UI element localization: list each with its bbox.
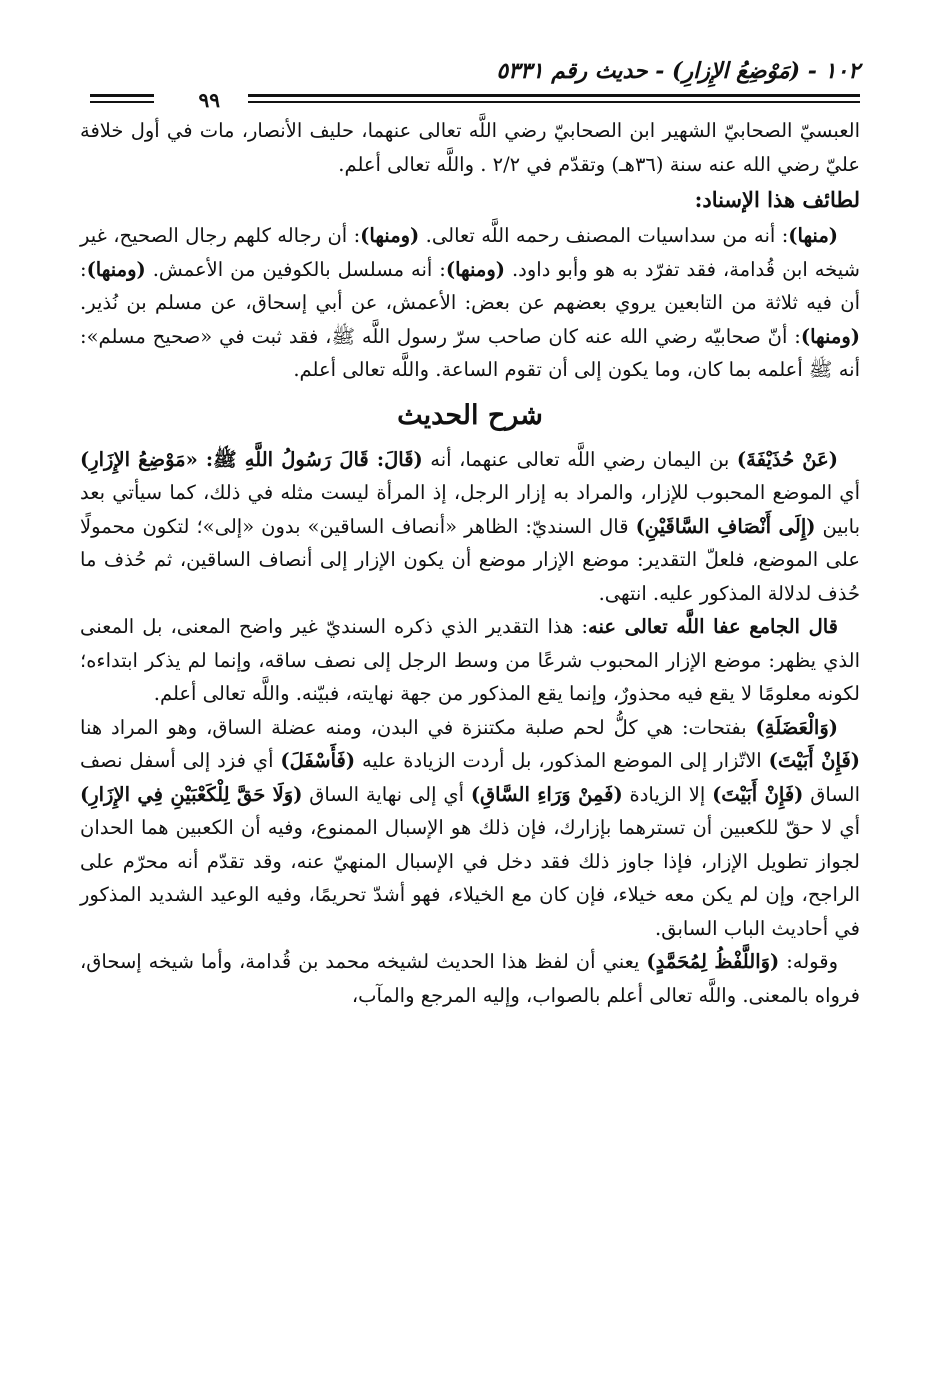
- paragraph-hadith-commentary: [80, 443, 860, 611]
- paragraph-narrator-bio: العبسيّ الصحابيّ الشهير ابن الصحابيّ رضي اللَّه تعالى عنهما، حليف الأنصار، مات في أول خلافة عليّ رضي الله عنه سنة (٣٦هـ) وتقدّم في ٢/٢ . واللَّه تعالى أعلم.: [80, 119, 860, 176]
- quote-wording-for-muhammad: (وَاللَّفْظُ لِمُحَمَّدٍ): [646, 950, 780, 973]
- text-segment: أي فزد إلى أسفل نصف الساق: [80, 749, 861, 806]
- paragraph-wording-note: [80, 945, 860, 1012]
- term-wa-minha-2: (ومنها): [445, 257, 506, 281]
- running-header: [80, 58, 860, 114]
- term-wa-minha-1: (ومنها): [360, 224, 420, 247]
- text-segment: بفتحات: هي كلُّ لحم صلبة مكتنزة في البدن، ومنه عضلة الساق، وهو المراد هنا: [80, 715, 756, 739]
- quote-muscle: (وَالْعَضَلَةِ): [755, 715, 838, 739]
- text-segment: يعني أن لفظ هذا الحديث لشيخه محمد بن قُدامة، وأما شيخه إسحاق، فرواه بالمعنى. واللَّه تعالى أعلم بالصواب، وإليه المرجع والمآب،: [80, 950, 860, 1007]
- text-segment: : أنه من سداسيات المصنف رحمه اللَّه تعالى.: [419, 224, 789, 247]
- quote-hadith-text: (قَالَ: قَالَ رَسُولُ اللَّهِ ﷺ: «مَوْضِعُ الإِزَارِ): [80, 447, 423, 471]
- header-rule-right-bottom: [248, 101, 860, 103]
- text-segment: قال السنديّ: الظاهر «أنصاف الساقين» بدون «إلى»؛ لتكون محمولًا على الموضع، فلعلّ التقدير: موضع الإزار موضع أن يكون الإزار إلى أنصاف الساقين، ثم حُذف ما حُذف لدلالة المذكور عليه. انتهى.: [80, 514, 860, 605]
- heading-hadith-explanation: شرح الحديث: [397, 399, 543, 431]
- header-rule-left-bottom: [90, 101, 154, 103]
- quote-lower: (فَأَسْفَلَ): [280, 749, 356, 772]
- text-segment: وقوله:: [779, 950, 838, 973]
- header-rule-left-top: [90, 94, 154, 97]
- text-segment: الاتّزار إلى الموضع المذكور، بل أردت الزيادة عليه: [355, 749, 769, 772]
- heading-isnad-subtleties: لطائف هذا الإسناد:: [694, 187, 860, 212]
- text-segment: أي الموضع المحبوب للإزار، والمراد به إزار الرجل، إذ المرأة ليست مثله في ذلك، كما سيأتي بعد بابين: [80, 481, 860, 538]
- quote-narrator: (عَنْ حُذَيْفَةَ): [736, 447, 839, 471]
- text-segment: بن اليمان رضي اللَّه تعالى عنهما، أنه: [422, 447, 737, 471]
- quote-if-refuse-1: (فَإِنْ أَبَيْتَ): [768, 749, 860, 772]
- paragraph-compiler-note: [80, 610, 860, 711]
- text-segment: إلا الزيادة: [622, 782, 713, 806]
- paragraph-isnad-subtleties: [80, 219, 860, 387]
- text-segment: : أنّ صحابيّه رضي الله عنه كان صاحب سرّ رسول اللَّه ﷺ، فقد ثبت في «صحيح مسلم»: أنه ﷺ أعلمه بما كان، وما يكون إلى أن تقوم الساعة. واللَّه تعالى أعلم.: [80, 324, 860, 381]
- text-segment: : أنه مسلسل بالكوفين من الأعمش.: [145, 257, 446, 281]
- term-wa-minha-3: (ومنها): [86, 257, 146, 281]
- header-rule-right-top: [248, 94, 860, 97]
- paragraph-muscle-explanation: [80, 711, 860, 946]
- header-title: ١٠٢ - (مَوْضِعُ الإِزارِ) - حديث رقم ٥٣٣١: [496, 58, 860, 84]
- text-segment: : هذا التقدير الذي ذكره السنديّ غير واضح المعنى، بل المعنى الذي يظهر: موضع الإزار المحبوب شرعًا من وسط الرجل إلى نصف ساقه، وإنما لم يذكر ابتداءه؛ لكونه معلومًا لا يقع فيه محذورٌ، وإنما يقع المذكور من جهة نهايته، فبيّنه. واللَّه تعالى أعلم.: [80, 615, 860, 705]
- text-segment: : أن رجاله كلهم رجال الصحيح، غير شيخه ابن قُدامة، فقد تفرّد به هو وأبو داود.: [80, 224, 860, 281]
- text-segment: : أن فيه ثلاثة من التابعين يروي بعضهم عن بعض: الأعمش، عن أبي إسحاق، عن مسلم بن نُذير.: [80, 257, 860, 314]
- term-wa-minha-4: (ومنها): [800, 324, 860, 348]
- text-segment: أي لا حقّ للكعبين أن تسترهما بإزارك، فإن ذلك هو الإسبال الممنوع، وفيه أن الكعبين هما الحدان لجواز تطويل الإزار، فإذا جاوز ذلك فقد دخل في الإسبال المنهيّ عنه، وقد تقدّم أنه محرّم على الراجح، وإن لم يكن معه خيلاء، فإن كان مع الخيلاء، فهو أشدّ تحريمًا، وفيه الوعيد الشديد المذكور في أحاديث الباب السابق.: [80, 816, 860, 940]
- compiler-label: قال الجامع عفا اللَّه تعالى عنه: [588, 615, 838, 638]
- quote-no-right-ankles: (وَلَا حَقَّ لِلْكَعْبَيْنِ فِي الإِزَارِ): [80, 782, 303, 806]
- quote-half-shins: (إِلَى أَنْصَافِ السَّاقَيْنِ): [635, 514, 816, 538]
- term-minha-1: (منها): [788, 224, 838, 247]
- document-page: [80, 58, 860, 1358]
- quote-behind-shin: (فَمِنْ وَرَاءِ السَّاقِ): [470, 782, 623, 806]
- quote-if-refuse-2: (فَإِنْ أَبَيْتَ): [712, 782, 804, 806]
- text-segment: أي إلى نهاية الساق: [302, 782, 471, 806]
- page-number: ٩٩: [198, 88, 220, 112]
